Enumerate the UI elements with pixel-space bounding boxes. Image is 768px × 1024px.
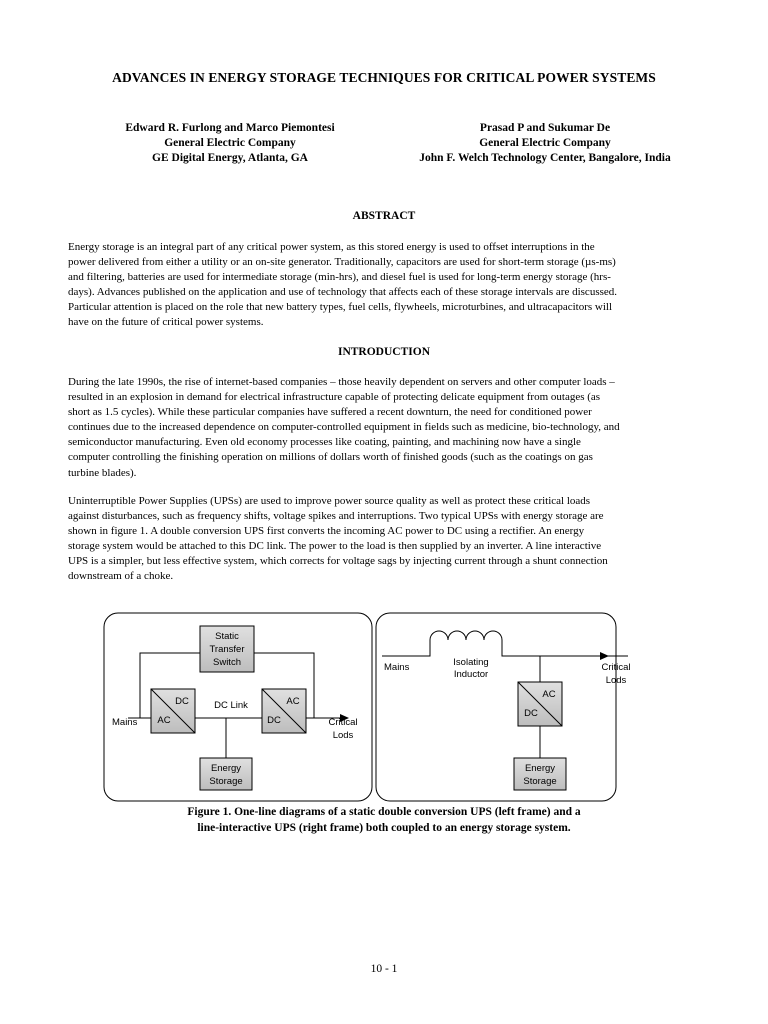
abstract-text (68, 240, 704, 331)
mains-label: Mains (112, 717, 138, 728)
text-line: and filtering, batteries are used for intermediate storage (min-hrs), and diesel fuel is used for long-term energy storage (hrs- (68, 271, 611, 284)
author-names: Edward R. Furlong and Marco Piemontesi (125, 122, 335, 134)
text-line: have on the future of critical power systems. (68, 316, 264, 329)
inverter-output-label: AC (286, 696, 300, 707)
critical-loads-label: Lods (605, 675, 627, 686)
text-line: continues due to the increased dependence on computer-controlled equipment in fields such as medicine, bio-technology, and (68, 421, 620, 434)
right-frame-line-interactive (376, 613, 631, 801)
text-line: UPS is a simpler, but less effective system, which corrects for voltage sags by injecting current through a shunt connection (68, 555, 608, 568)
text-line: days). Advances published on the application and use of technology that affects each of these storage intervals are discussed. (68, 286, 618, 299)
introduction-paragraph-2 (68, 494, 704, 585)
introduction-paragraph-1 (68, 375, 704, 481)
critical-loads-label: Lods (332, 730, 354, 741)
text-line: resulted in an explosion in demand for electrical infrastructure capable of protecting delicate equipment from outages (as (68, 391, 601, 404)
inductor-label: Isolating (453, 657, 489, 668)
rectifier-output-label: DC (175, 696, 189, 707)
figure-1 (102, 612, 631, 806)
text-line: downstream of a choke. (68, 570, 174, 583)
caption-line: line-interactive UPS (right frame) both coupled to an energy storage system. (197, 822, 571, 834)
static-switch-label: Static (215, 631, 239, 642)
critical-loads-label: Critical (328, 717, 358, 728)
author-location: John F. Welch Technology Center, Bangalore, India (419, 152, 671, 164)
energy-storage-label: Storage (209, 776, 243, 787)
left-frame-double-conversion (104, 613, 372, 801)
inverter-input-label: DC (267, 715, 281, 726)
ups-diagrams (102, 612, 631, 806)
output-line (502, 640, 628, 656)
text-line: Uninterruptible Power Supplies (UPSs) are used to improve power source quality as well as protect these critical loads (68, 495, 591, 507)
text-line: During the late 1990s, the rise of internet-based companies – those heavily dependent on servers and other computer loads – (68, 376, 615, 388)
rectifier-input-label: AC (157, 715, 171, 726)
text-line: computer controlling the finishing operation on millions of dollars worth of finished goods (such as the coatings on gas (68, 451, 593, 464)
energy-storage-label: Energy (210, 763, 242, 774)
inductor-coil-icon (430, 631, 502, 640)
critical-loads-label: Critical (601, 662, 631, 673)
mains-label: Mains (384, 662, 410, 673)
author-affiliation: General Electric Company (479, 137, 611, 149)
text-line: against disturbances, such as frequency shifts, voltage spikes and interruptions. Two typical UPSs with energy storage are (68, 510, 604, 523)
text-line: short as 1.5 cycles). While these particular companies have suffered a recent downturn, the need for conditioned power (68, 406, 592, 419)
figure-caption (0, 804, 768, 836)
authors-left (95, 121, 365, 166)
introduction-heading: INTRODUCTION (337, 346, 430, 358)
text-line: turbine blades). (68, 466, 137, 479)
text-line: Energy storage is an integral part of any critical power system, as this stored energy is used to offset interruptions in the (68, 241, 595, 253)
static-switch-label: Switch (213, 657, 241, 668)
converter-ac-label: AC (542, 689, 556, 700)
authors-right (395, 121, 695, 166)
dc-link-label: DC Link (214, 700, 248, 711)
static-switch-label: Transfer (209, 644, 245, 655)
frame-border (376, 613, 616, 801)
energy-storage-label: Storage (523, 776, 557, 787)
abstract-heading: ABSTRACT (352, 210, 416, 222)
text-line: Particular attention is placed on the role that new battery types, fuel cells, flywheels, microturbines, and ultracapacitors will (68, 301, 613, 314)
page-number: 10 - 1 (370, 963, 398, 975)
text-line: shown in figure 1. A double conversion UPS first converts the incoming AC power to DC using a rectifier. An energy (68, 525, 585, 538)
text-line: semiconductor manufacturing. Even old economy processes like coating, painting, and machining now have a single (68, 436, 581, 449)
text-line: power delivered from either a utility or an on-site generator. Traditionally, capacitors are used for short-term storage (µs-ms) (68, 256, 616, 269)
text-line: storage system would be attached to this DC link. The power to the load is then supplied by an inverter. A line interactive (68, 540, 602, 553)
author-affiliation: General Electric Company (164, 137, 296, 149)
input-line (382, 640, 430, 656)
converter-dc-label: DC (524, 708, 538, 719)
caption-line: Figure 1. One-line diagrams of a static double conversion UPS (left frame) and a (187, 806, 581, 818)
inductor-label: Inductor (453, 669, 489, 680)
author-location: GE Digital Energy, Atlanta, GA (152, 152, 308, 164)
energy-storage-label: Energy (524, 763, 556, 774)
paper-title: ADVANCES IN ENERGY STORAGE TECHNIQUES FOR CRITICAL POWER SYSTEMS (112, 70, 656, 85)
author-names: Prasad P and Sukumar De (479, 122, 611, 134)
